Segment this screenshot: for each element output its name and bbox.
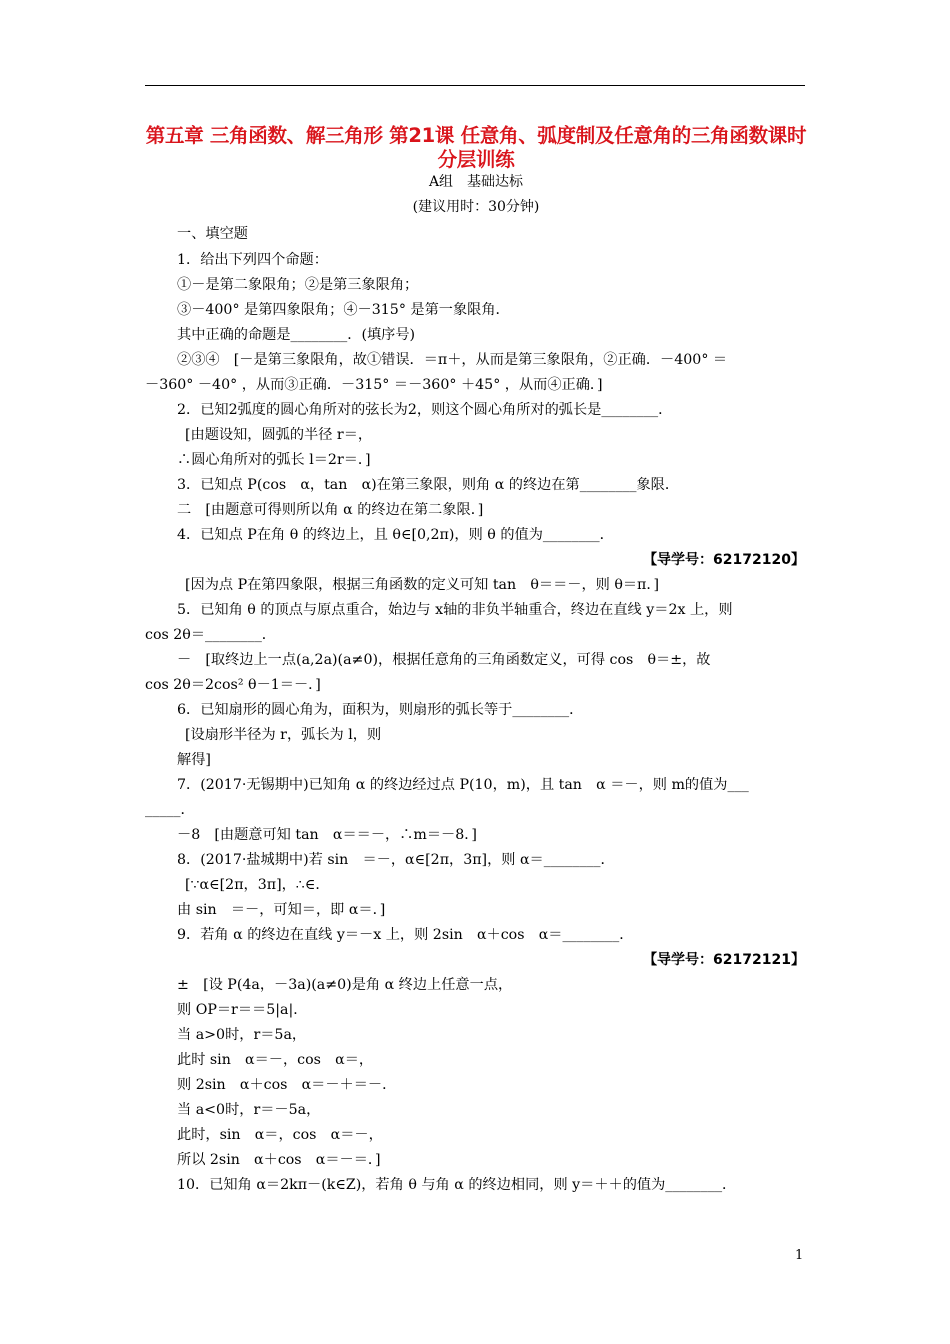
guide-number: 【导学号：62172120】 bbox=[643, 552, 805, 568]
text-line: －8 [由题意可知 tan α＝＝－，∴m＝－8．] bbox=[177, 827, 477, 843]
group-label: A组 基础达标 bbox=[428, 174, 524, 190]
text-line: [由题设知，圆弧的半径 r＝， bbox=[185, 427, 373, 443]
text-line: ∴圆心角所对的弧长 l＝2r＝．] bbox=[177, 452, 371, 468]
text-line: 则 OP＝r＝＝5|a|． bbox=[177, 1002, 308, 1018]
text-line: 其中正确的命题是________．(填序号) bbox=[177, 327, 416, 343]
text-line: cos 2θ＝2cos² θ－1＝－．] bbox=[145, 677, 321, 693]
text-line: 7．(2017·无锡期中)已知角 α 的终边经过点 P(10，m)，且 tan α ＝－，则 m的值为___ bbox=[177, 777, 749, 793]
text-line: 10．已知角 α＝2kπ－(k∈Z)，若角 θ 与角 α 的终边相同，则 y＝＋＋的值为________． bbox=[177, 1177, 737, 1193]
text-line: 当 a<0时，r＝－5a， bbox=[177, 1102, 321, 1118]
page-number: 1 bbox=[795, 1248, 804, 1263]
guide-number: 【导学号：62172121】 bbox=[643, 952, 805, 968]
text-line: － [取终边上一点(a,2a)(a≠0)，根据任意角的三角函数定义，可得 cos θ＝±，故 bbox=[177, 652, 711, 668]
text-line: 3．已知点 P(cos α，tan α)在第三象限，则角 α 的终边在第________象限． bbox=[177, 477, 680, 493]
text-line: ①－是第二象限角；②是第三象限角； bbox=[177, 277, 419, 293]
text-line: cos 2θ＝________． bbox=[145, 627, 276, 643]
text-line: 此时 sin α＝－，cos α＝， bbox=[177, 1052, 374, 1068]
text-line: 二 [由题意可得则所以角 α 的终边在第二象限．] bbox=[177, 502, 484, 518]
text-line: ± [设 P(4a，－3a)(a≠0)是角 α 终边上任意一点， bbox=[177, 977, 513, 993]
text-line: [设扇形半径为 r，弧长为 l，则 bbox=[185, 727, 382, 743]
text-line: 则 2sin α＋cos α＝－＋＝－． bbox=[177, 1077, 397, 1093]
time-hint: (建议用时：30分钟) bbox=[412, 199, 540, 215]
text-line: 4．已知点 P在角 θ 的终边上，且 θ∈[0,2π)，则 θ 的值为________． bbox=[177, 527, 614, 543]
text-line: 由 sin ＝－，可知＝，即 α＝．] bbox=[177, 902, 386, 918]
text-line: 6．已知扇形的圆心角为，面积为，则扇形的弧长等于________． bbox=[177, 702, 584, 718]
text-line: 一、填空题 bbox=[177, 226, 248, 242]
text-line: 解得] bbox=[177, 752, 211, 768]
text-line: 所以 2sin α＋cos α＝－＝．] bbox=[177, 1152, 381, 1168]
text-line: 8．(2017·盐城期中)若 sin ＝－，α∈[2π，3π]，则 α＝________． bbox=[177, 852, 615, 868]
text-line: [因为点 P在第四象限，根据三角函数的定义可知 tan θ＝＝－，则 θ＝π．] bbox=[185, 577, 660, 593]
page-title: 第五章 三角函数、解三角形 第21课 任意角、弧度制及任意角的三角函数课时分层训练 bbox=[145, 124, 807, 171]
text-line: ③－400° 是第四象限角；④－315° 是第一象限角． bbox=[177, 302, 510, 318]
text-line: ②③④ [－是第三象限角，故①错误．＝π＋，从而是第三象限角，②正确．－400° ＝ bbox=[177, 352, 728, 368]
text-line: 2．已知2弧度的圆心角所对的弦长为2，则这个圆心角所对的弧长是________． bbox=[177, 402, 673, 418]
text-line: 此时，sin α＝，cos α＝－， bbox=[177, 1127, 383, 1143]
header-rule bbox=[145, 85, 805, 86]
text-line: －360° －40° ，从而③正确．－315° ＝－360° ＋45° ，从而④正确．] bbox=[145, 377, 603, 393]
text-line: _____． bbox=[145, 802, 195, 818]
text-line: 5．已知角 θ 的顶点与原点重合，始边与 x轴的非负半轴重合，终边在直线 y＝2x 上，则 bbox=[177, 602, 733, 618]
text-line: 1．给出下列四个命题： bbox=[177, 252, 328, 268]
text-line: 9．若角 α 的终边在直线 y＝－x 上，则 2sin α＋cos α＝________． bbox=[177, 927, 634, 943]
text-line: 当 a>0时，r＝5a， bbox=[177, 1027, 307, 1043]
text-line: [∵α∈[2π，3π]，∴∈． bbox=[185, 877, 330, 893]
